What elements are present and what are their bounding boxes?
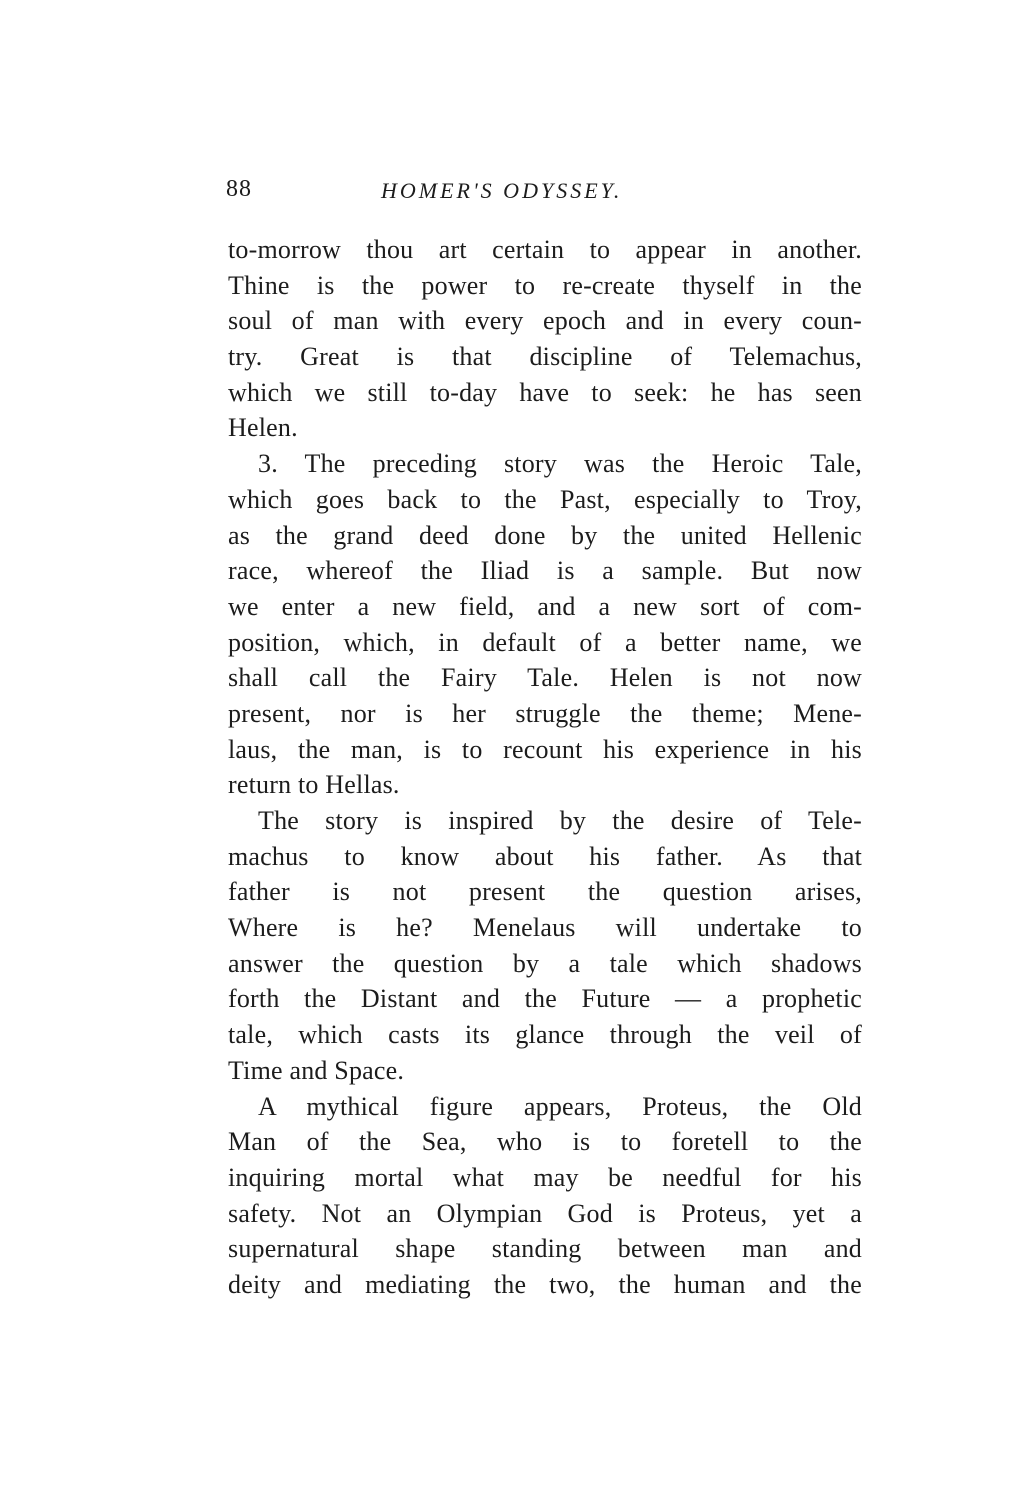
text-line: race, whereof the Iliad is a sample. But now <box>228 556 862 586</box>
text-line: safety. Not an Olympian God is Proteus, yet a <box>228 1198 862 1228</box>
text-line: A mythical figure appears, Proteus, the Old <box>258 1091 862 1121</box>
text-line: laus, the man, is to recount his experience in his <box>228 734 862 764</box>
body-text <box>228 232 862 1303</box>
text-line: Where is he? Menelaus will undertake to <box>228 913 862 943</box>
text-line: present, nor is her struggle the theme; Mene- <box>228 698 862 728</box>
text-line: shall call the Fairy Tale. Helen is not now <box>228 663 862 693</box>
text-line: tale, which casts its glance through the veil of <box>228 1020 862 1050</box>
text-line: which goes back to the Past, especially to Troy, <box>228 484 862 514</box>
text-line: Man of the Sea, who is to foretell to the <box>228 1127 862 1157</box>
text-line: we enter a new field, and a new sort of com- <box>228 591 862 621</box>
text-line: inquiring mortal what may be needful for his <box>228 1162 862 1192</box>
text-line: 3. The preceding story was the Heroic Tale, <box>258 449 862 479</box>
text-line: machus to know about his father. As that <box>228 841 862 871</box>
running-head <box>226 176 862 210</box>
running-title: HOMER'S ODYSSEY. <box>381 178 623 203</box>
text-line: return to Hellas. <box>228 770 400 800</box>
text-line: Thine is the power to re-create thyself in the <box>228 270 862 300</box>
text-line: Helen. <box>228 413 298 443</box>
text-line: supernatural shape standing between man and <box>228 1234 862 1264</box>
text-line: forth the Distant and the Future — a prophetic <box>228 984 862 1014</box>
text-line: to-morrow thou art certain to appear in another. <box>228 235 862 264</box>
text-line: The story is inspired by the desire of Tele- <box>258 806 862 835</box>
text-line: soul of man with every epoch and in every coun- <box>228 306 862 336</box>
text-line: as the grand deed done by the united Hellenic <box>228 520 862 550</box>
page-number: 88 <box>226 176 252 202</box>
text-line: try. Great is that discipline of Telemachus, <box>228 342 862 372</box>
text-line: position, which, in default of a better name, we <box>228 627 862 657</box>
text-line: Time and Space. <box>228 1055 405 1085</box>
text-line: deity and mediating the two, the human and the <box>228 1269 862 1299</box>
text-line: father is not present the question arises, <box>228 877 862 907</box>
text-line: answer the question by a tale which shadows <box>228 948 862 978</box>
text-line: which we still to-day have to seek: he has seen <box>228 377 862 407</box>
